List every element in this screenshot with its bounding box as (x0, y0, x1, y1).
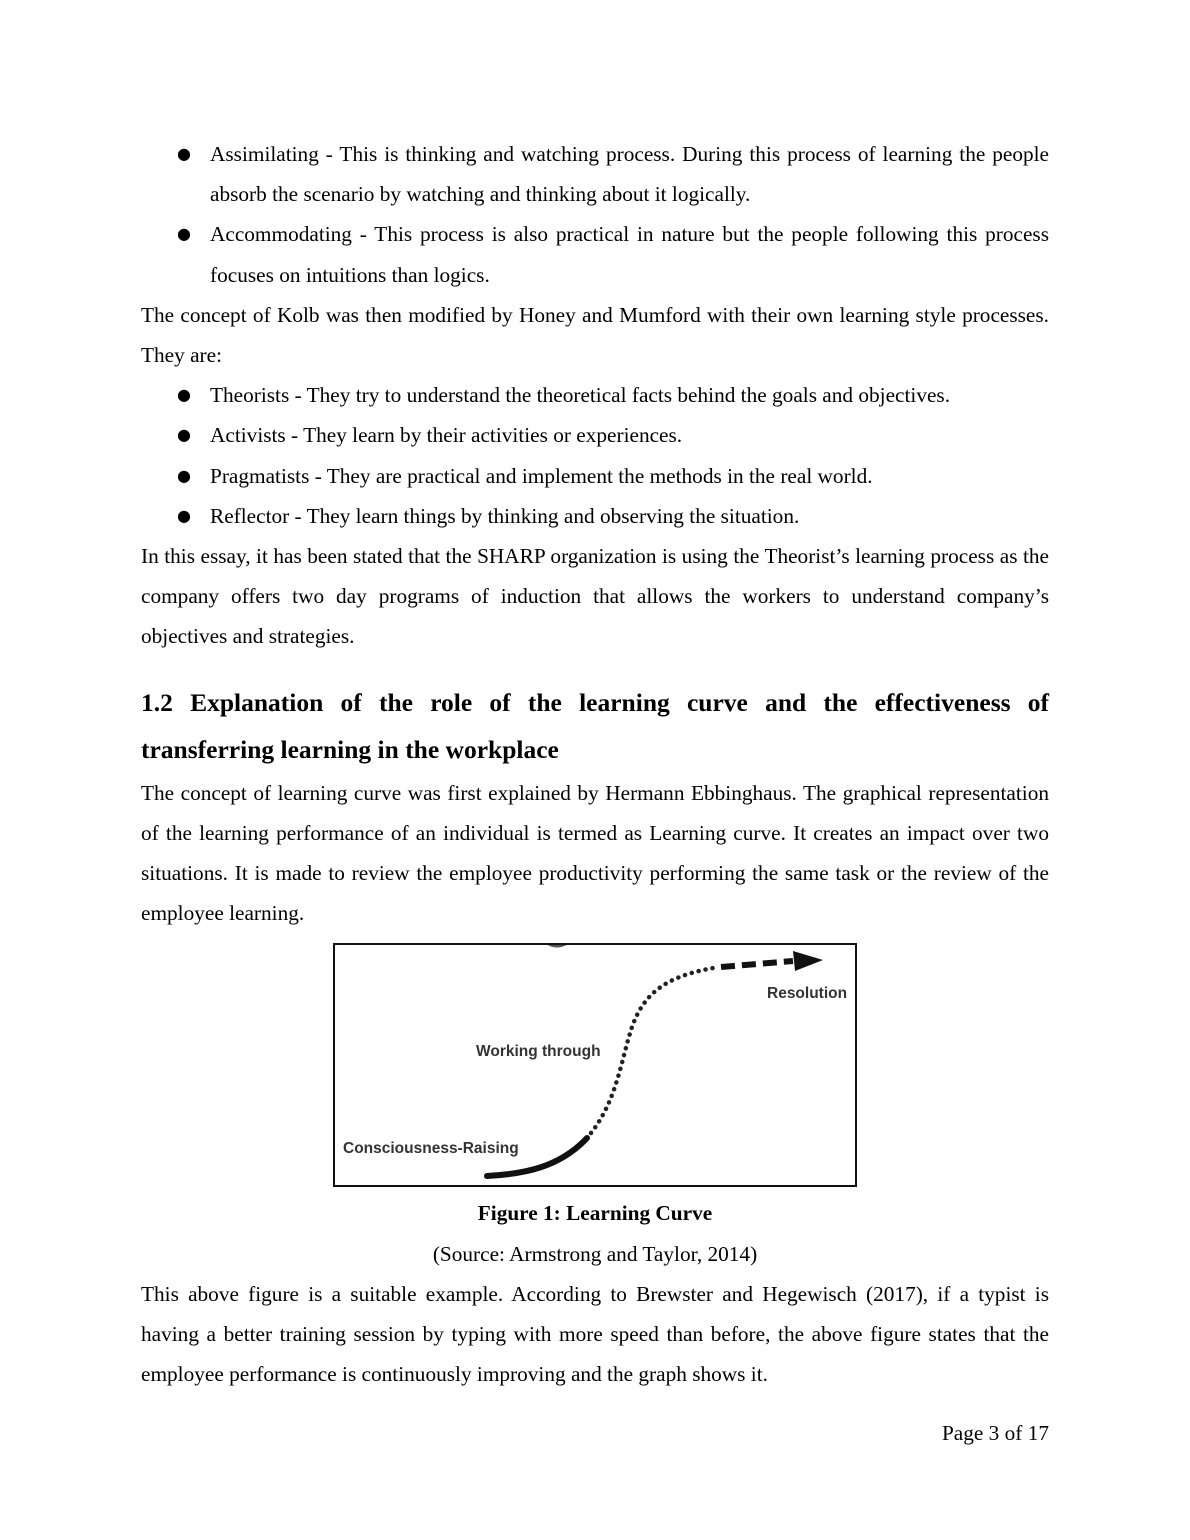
paragraph-learning-curve: The concept of learning curve was first explained by Hermann Ebbinghaus. The graphical representation of the learning performance of an individual is termed as Learning curve. It creates an impact over two situations. It is made to review the employee productivity performing the same task or the review of the employee learning. (141, 780, 1049, 926)
curve-dotted-segment (591, 967, 719, 1133)
list-item-text: Reflector - They learn things by thinking and observing the situation. (210, 503, 800, 528)
list-item-text: Assimilating - This is thinking and watching process. During this process of learning the people absorb the scenario by watching and thinking about it logically. (210, 142, 1049, 207)
bullet-list-honey-mumford (141, 375, 1049, 536)
bullet-list-kolb-styles (141, 134, 1049, 295)
figure-caption: Figure 1: Learning Curve (477, 1201, 713, 1226)
list-item (141, 415, 1049, 455)
label-working-through: Working through (476, 1043, 601, 1061)
arrow-head-icon (793, 951, 823, 971)
list-item (141, 496, 1049, 536)
list-item (141, 134, 1049, 214)
bullet-icon: ● (177, 505, 191, 525)
top-edge-arc (547, 945, 567, 946)
label-resolution: Resolution (767, 985, 848, 1003)
list-item (141, 214, 1049, 294)
list-item-text: Pragmatists - They are practical and implement the methods in the real world. (210, 463, 873, 488)
figure-source: (Source: Armstrong and Taylor, 2014) (432, 1241, 758, 1266)
paragraph-typist: This above figure is a suitable example. According to Brewster and Hegewisch (2017), if a typist is having a better training session by typing with more speed than before, the above figure states that the employee performance is continuously improving and the graph shows it. (141, 1281, 1049, 1387)
section-heading: 1.2 Explanation of the role of the learning curve and the effectiveness of transferring learning in the workplace (141, 687, 1049, 764)
paragraph-honey-mumford: The concept of Kolb was then modified by Honey and Mumford with their own learning style processes. They are: (141, 302, 1049, 368)
list-item-text: Activists - They learn by their activities or experiences. (210, 423, 683, 448)
list-item (141, 375, 1049, 415)
learning-curve-figure (333, 943, 857, 1187)
list-item (141, 456, 1049, 496)
bullet-icon: ● (177, 224, 191, 244)
document-page (141, 134, 1049, 1394)
list-item-text: Theorists - They try to understand the theoretical facts behind the goals and objectives. (210, 383, 951, 408)
page-number: Page 3 of 17 (941, 1421, 1049, 1445)
paragraph-essay: In this essay, it has been stated that the SHARP organization is using the Theorist’s learning process as the company offers two day programs of induction that allows the workers to understand company’s objectives and strategies. (141, 544, 1049, 649)
bullet-icon: ● (177, 144, 191, 163)
label-consciousness-raising: Consciousness-Raising (343, 1140, 519, 1158)
bullet-icon: ● (177, 385, 191, 405)
list-item-text: Accommodating - This process is also practical in nature but the people following this process focuses on intuitions than logics. (210, 222, 1049, 287)
curve-dashed-segment (721, 961, 793, 967)
bullet-icon: ● (177, 425, 191, 445)
bullet-icon: ● (177, 465, 191, 485)
